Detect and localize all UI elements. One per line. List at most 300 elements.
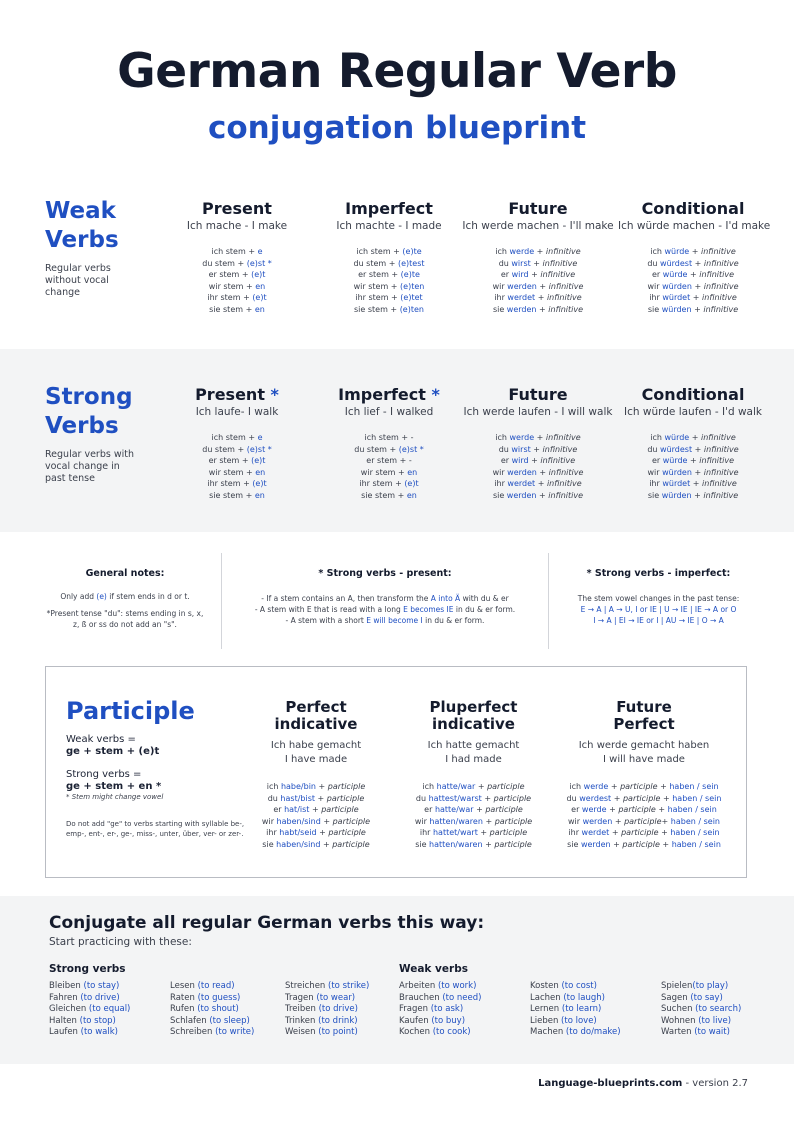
- verb-list-item: [661, 1027, 741, 1039]
- row-suffix: + infinitive: [692, 258, 739, 268]
- row-aux: haben/sind: [276, 839, 321, 849]
- verb-list-item: [399, 993, 481, 1005]
- verb-list-item: [530, 1027, 621, 1039]
- participle-heading-line2: indicative: [274, 715, 358, 733]
- verb-german: Treiben: [285, 1004, 319, 1015]
- row-prefix: du: [566, 793, 580, 803]
- verb-translation: (to learn): [561, 1004, 602, 1015]
- conjugation-row: [618, 281, 768, 293]
- general-notes-title: General notes:: [85, 568, 165, 579]
- verb-list-item: [661, 981, 741, 993]
- participle-row: [246, 781, 386, 793]
- conjugation-row: [618, 444, 768, 456]
- verb-list-item: [49, 981, 130, 993]
- verb-list-item: [285, 993, 369, 1005]
- conjugation-row: [618, 455, 768, 467]
- strong-col: [462, 385, 614, 501]
- row-ending: (e)st *: [398, 444, 424, 454]
- verb-translation: (to stop): [79, 1015, 116, 1026]
- row-prefix: er stem +: [208, 270, 252, 279]
- row-participle: + participle +: [611, 793, 673, 803]
- row-suffix: + infinitive: [534, 433, 581, 442]
- verb-german: Machen: [530, 1027, 566, 1038]
- verb-translation: (to point): [318, 1027, 358, 1038]
- tense-heading: [318, 385, 460, 404]
- participle-heading-line1: Future: [616, 698, 672, 716]
- row-prefix: sie: [647, 490, 662, 500]
- row-prefix: ich stem +: [211, 433, 258, 442]
- verb-german: Lachen: [530, 992, 564, 1003]
- strong-verbs-description: Regular verbs with vocal change in past tense: [45, 449, 134, 484]
- row-prefix: wir: [414, 816, 430, 826]
- verb-german: Lernen: [530, 1004, 562, 1015]
- conjugation-row: [178, 478, 296, 490]
- row-prefix: du: [647, 444, 661, 454]
- row-prefix: ich: [495, 433, 510, 442]
- weak-verbs-title: Weak Verbs: [45, 198, 119, 253]
- row-prefix: du stem +: [202, 258, 247, 268]
- row-suffix: + infinitive: [536, 304, 584, 314]
- row-aux-2: haben / sein: [667, 805, 717, 814]
- tense-name: Imperfect: [338, 385, 426, 404]
- participle-example-en: I had made: [445, 754, 502, 765]
- row-aux: werdest: [579, 793, 612, 803]
- verb-translation: (to laugh): [563, 992, 605, 1003]
- row-suffix: + infinitive: [535, 293, 582, 302]
- row-prefix: wir stem +: [353, 281, 401, 291]
- conjugation-rows: [318, 432, 460, 501]
- verb-translation: (to drive): [318, 1004, 358, 1015]
- row-aux: hatte/war: [434, 805, 474, 814]
- row-prefix: ich: [650, 247, 665, 256]
- weak-verbs-heading: Weak verbs: [399, 963, 468, 975]
- participle-row: [554, 816, 734, 828]
- row-aux: habe/bin: [280, 782, 316, 791]
- row-aux-2: haben / sein: [671, 839, 721, 849]
- tense-heading: [178, 385, 296, 404]
- row-ending: würde: [662, 270, 688, 279]
- verb-german: Laufen: [49, 1027, 81, 1038]
- row-prefix: sie stem +: [354, 304, 400, 314]
- verb-german: Spielen: [661, 981, 693, 991]
- participle-heading-line2: indicative: [432, 715, 515, 733]
- verb-translation: (to do/make): [565, 1027, 621, 1038]
- row-aux: hat/ist: [284, 805, 310, 814]
- row-ending: (e)st *: [246, 444, 272, 454]
- row-prefix: sie: [492, 304, 507, 314]
- conjugation-row: [318, 490, 460, 502]
- conjugation-row: [462, 490, 614, 502]
- row-prefix: du stem +: [353, 258, 398, 268]
- participle-example-de: Ich werde gemacht haben: [578, 740, 710, 751]
- verb-translation: (to guess): [197, 992, 241, 1003]
- weak-verbs-description: Regular verbs without vocal change: [45, 263, 111, 298]
- row-prefix: wir stem +: [360, 467, 408, 477]
- conjugation-rows: [618, 432, 768, 501]
- conjugation-row: [178, 269, 296, 281]
- verb-translation: (to buy): [431, 1015, 466, 1026]
- row-prefix: sie stem +: [209, 304, 255, 314]
- conjugation-row: [178, 444, 296, 456]
- verb-list-item: [170, 981, 254, 993]
- verb-translation: (to search): [695, 1004, 742, 1015]
- conjugation-row: [462, 444, 614, 456]
- row-suffix: + infinitive: [687, 456, 735, 465]
- verb-translation: (to wear): [316, 992, 356, 1003]
- row-suffix: + infinitive: [690, 479, 737, 488]
- strong-participle-formula: ge + stem + en *: [66, 781, 162, 792]
- strong-verbs-heading: Strong verbs: [49, 963, 126, 975]
- conjugation-row: [318, 292, 460, 304]
- conjugation-row: [618, 432, 768, 444]
- participle-example: [396, 739, 551, 767]
- row-ending: en: [255, 281, 266, 291]
- conjugation-rows: [178, 246, 296, 315]
- participle-col: [554, 699, 734, 850]
- verb-translation: (to stay): [83, 981, 120, 991]
- conjugation-row: [318, 478, 460, 490]
- tense-name: Present: [202, 199, 272, 218]
- participle-box: [45, 666, 747, 878]
- tense-name: Future: [508, 385, 568, 404]
- conjugation-row: [318, 258, 460, 270]
- row-prefix: ihr: [568, 828, 582, 837]
- row-prefix: du stem +: [354, 444, 399, 454]
- row-prefix: ihr stem +: [359, 479, 405, 488]
- verb-list-item: [661, 1016, 741, 1028]
- row-prefix: wir: [647, 467, 663, 477]
- tense-example: Ich machte - I made: [336, 220, 442, 232]
- conjugate-title: Conjugate all regular German verbs this way:: [49, 913, 485, 933]
- row-prefix: sie stem +: [361, 490, 407, 500]
- footer: [538, 1078, 748, 1089]
- conjugation-row: [462, 281, 614, 293]
- conjugation-row: [462, 304, 614, 316]
- participle-row: [246, 804, 386, 816]
- row-prefix: du: [498, 258, 512, 268]
- conjugation-row: [462, 432, 614, 444]
- verb-german: Trinken: [285, 1015, 319, 1026]
- row-ending: en: [254, 490, 265, 500]
- row-ending: wird: [511, 270, 529, 279]
- row-aux: haben/sind: [276, 816, 321, 826]
- conjugation-row: [618, 246, 768, 258]
- participle-row: [246, 827, 386, 839]
- participle-row: [554, 781, 734, 793]
- conjugation-row: [462, 478, 614, 490]
- row-aux: hatten/waren: [429, 816, 483, 826]
- verb-german: Arbeiten: [399, 981, 438, 991]
- verb-list-item: [530, 1004, 621, 1016]
- row-ending: (e)te: [400, 270, 420, 279]
- conjugation-row: [618, 292, 768, 304]
- conjugation-row: [318, 432, 460, 444]
- tense-example: Ich mache - I make: [186, 220, 288, 232]
- verb-german: Kaufen: [399, 1015, 432, 1026]
- row-ending: en: [254, 304, 265, 314]
- verb-list-item: [661, 993, 741, 1005]
- verb-german: Lieben: [530, 1015, 562, 1026]
- verb-list: [530, 981, 621, 1039]
- tense-heading: [318, 199, 460, 218]
- conjugation-row: [462, 455, 614, 467]
- conjugation-rows: [618, 246, 768, 315]
- weak-col: [618, 199, 771, 315]
- tense-heading: [178, 199, 296, 218]
- weak-participle-label: Weak verbs =: [66, 734, 136, 745]
- row-aux: hatte/war: [436, 782, 476, 791]
- row-prefix: ich: [266, 782, 281, 791]
- row-ending: en: [407, 467, 418, 477]
- conjugation-row: [318, 444, 460, 456]
- row-aux-2: haben / sein: [670, 828, 720, 837]
- row-ending: würden: [661, 490, 692, 500]
- row-ending: werden: [506, 490, 537, 500]
- page-title: German Regular Verb: [117, 44, 677, 99]
- row-aux-2: haben / sein: [669, 782, 719, 791]
- row-aux: hast/bist: [280, 793, 315, 803]
- weak-participle-formula: ge + stem + (e)t: [66, 746, 160, 757]
- verb-translation: (to need): [442, 992, 482, 1003]
- row-ending: (e)tet: [400, 293, 423, 302]
- strong-present-notes-title: * Strong verbs - present:: [318, 568, 452, 579]
- row-ending: (e)t: [251, 456, 266, 465]
- row-ending: (e)test: [397, 258, 425, 268]
- weak-col: [318, 199, 460, 315]
- tense-heading: [462, 385, 614, 404]
- strong-col: [618, 385, 768, 501]
- row-ending: würde: [664, 433, 690, 442]
- verb-list-item: [661, 1004, 741, 1016]
- row-ending: würdet: [662, 293, 691, 302]
- conjugation-rows: [318, 246, 460, 315]
- tense-example: Ich würde laufen - I'd walk: [624, 406, 762, 418]
- conjugation-row: [318, 304, 460, 316]
- general-note-e: Only add (e) if stem ends in d or t.: [60, 592, 190, 601]
- tense-heading: [618, 199, 768, 218]
- participle-row: [396, 827, 551, 839]
- row-aux: hatten/waren: [429, 839, 483, 849]
- row-ending: en: [406, 490, 417, 500]
- row-ending: wirst: [511, 258, 531, 268]
- conjugation-row: [178, 467, 296, 479]
- row-prefix: sie: [415, 839, 430, 849]
- verb-list-item: [170, 1004, 254, 1016]
- verb-list: [661, 981, 741, 1039]
- strong-participle-note: * Stem might change vowel: [66, 793, 164, 801]
- participle-example-en: I have made: [284, 754, 348, 765]
- verb-translation: (to shout): [197, 1004, 239, 1015]
- row-suffix: + infinitive: [536, 490, 584, 500]
- row-prefix: ihr: [419, 828, 433, 837]
- conjugation-row: [178, 432, 296, 444]
- strong-imperfect-notes-text: The stem vowel changes in the past tense: E → A | A → U, I or IE | U → IE | IE → A or O I → A | EI → IE or I | AU → IE | O → A: [577, 594, 740, 625]
- row-participle: + participle +: [606, 805, 668, 814]
- verb-translation: (to cook): [432, 1027, 471, 1038]
- footer-version: - version 2.7: [682, 1078, 748, 1089]
- row-suffix: + infinitive: [528, 270, 576, 279]
- conjugation-row: [618, 478, 768, 490]
- verb-german: Fahren: [49, 992, 81, 1003]
- strong-col: [178, 385, 296, 501]
- verb-translation: (to ask): [430, 1004, 464, 1015]
- verb-list-item: [49, 1027, 130, 1039]
- tense-name: Future: [508, 199, 568, 218]
- conjugation-row: [318, 269, 460, 281]
- participle-example-de: Ich hatte gemacht: [427, 740, 520, 751]
- participle-heading-line1: Pluperfect: [429, 698, 518, 716]
- row-prefix: ihr stem +: [207, 293, 253, 302]
- participle-example-en: I will have made: [603, 754, 685, 765]
- row-participle: + participle: [477, 828, 528, 837]
- row-prefix: ich stem +: [211, 247, 258, 256]
- conjugation-row: [178, 246, 296, 258]
- verb-list: [285, 981, 369, 1039]
- conjugation-row: [178, 455, 296, 467]
- conjugation-row: [178, 292, 296, 304]
- strong-present-notes-text: - If a stem contains an A, then transform the A into Ä with du & er - A stem with E that is read with a long E becomes IE in du & er form. - A stem with a short E will become I in du & er form.: [254, 594, 516, 625]
- verb-list-item: [285, 1016, 369, 1028]
- verb-list-item: [399, 1027, 481, 1039]
- conjugation-row: [318, 455, 460, 467]
- row-prefix: ihr: [494, 293, 508, 302]
- ge-note: Do not add "ge" to verbs starting with syllable be-, emp-, ent-, er-, ge-, miss-, unter, über, ver- or zer-.: [66, 820, 245, 838]
- strong-col: [318, 385, 460, 501]
- row-prefix: wir: [647, 281, 663, 291]
- conjugate-subtitle: Start practicing with these:: [49, 936, 192, 948]
- row-aux: habt/seid: [279, 828, 317, 837]
- row-ending: werden: [507, 467, 537, 477]
- verb-list-item: [399, 1004, 481, 1016]
- verb-german: Tragen: [285, 992, 317, 1003]
- row-prefix: du: [267, 793, 281, 803]
- row-ending: (e)t: [252, 479, 267, 488]
- row-aux-2: haben / sein: [670, 816, 721, 826]
- conjugation-rows: [178, 432, 296, 501]
- row-participle: + participle: [475, 782, 525, 791]
- row-ending: werdet: [507, 479, 536, 488]
- row-prefix: ihr: [649, 293, 663, 302]
- row-prefix: sie: [262, 839, 277, 849]
- verb-german: Sagen: [661, 992, 691, 1003]
- verb-translation: (to love): [561, 1015, 597, 1026]
- row-participle: + participle: [316, 782, 366, 791]
- row-participle: + participle: [481, 793, 532, 803]
- verb-german: Raten: [170, 992, 198, 1003]
- row-ending: wirst: [511, 444, 531, 454]
- row-prefix: wir stem +: [208, 281, 256, 291]
- verb-translation: (to write): [215, 1027, 255, 1038]
- verb-translation: (to play): [692, 981, 729, 991]
- participle-col: [246, 699, 386, 850]
- page-subtitle: conjugation blueprint: [207, 110, 587, 146]
- row-prefix: wir: [492, 281, 508, 291]
- verb-german: Gleichen: [49, 1004, 89, 1015]
- general-note-du: *Present tense "du": stems ending in s, x, z, ß or ss do not add an "s".: [46, 609, 204, 629]
- row-ending: (e)t: [252, 293, 267, 302]
- participle-row: [396, 793, 551, 805]
- tense-example: Ich lief - I walked: [344, 406, 434, 418]
- conjugation-row: [318, 246, 460, 258]
- verb-translation: (to equal): [88, 1004, 131, 1015]
- row-suffix: + infinitive: [689, 433, 736, 442]
- row-prefix: ich: [569, 782, 584, 791]
- row-prefix: ich: [650, 433, 665, 442]
- row-ending: werdet: [507, 293, 536, 302]
- row-prefix: er stem + -: [366, 456, 412, 465]
- participle-example: [554, 739, 734, 767]
- row-participle: + participle: [309, 805, 359, 814]
- participle-row: [554, 839, 734, 851]
- participle-title: Participle: [66, 697, 195, 725]
- row-prefix: er: [571, 805, 582, 814]
- verb-translation: (to strike): [328, 981, 370, 991]
- row-prefix: wir: [261, 816, 277, 826]
- row-ending: würden: [662, 467, 692, 477]
- verb-translation: (to wait): [694, 1027, 730, 1038]
- conjugation-row: [618, 304, 768, 316]
- verb-german: Suchen: [661, 1004, 696, 1015]
- row-aux: werdet: [581, 828, 610, 837]
- row-prefix: er: [500, 456, 512, 465]
- tense-star: *: [264, 385, 279, 404]
- verb-german: Kochen: [399, 1027, 433, 1038]
- row-prefix: wir stem +: [208, 467, 256, 477]
- row-ending: e: [257, 433, 263, 442]
- row-prefix: ihr: [649, 479, 663, 488]
- verb-list: [49, 981, 130, 1039]
- row-participle: + participle: [316, 828, 366, 837]
- tense-heading: [462, 199, 614, 218]
- row-suffix: + infinitive: [687, 270, 735, 279]
- conjugation-row: [178, 281, 296, 293]
- strong-imperfect-notes-title: * Strong verbs - imperfect:: [586, 568, 731, 579]
- verb-list-item: [49, 1004, 130, 1016]
- tense-name: Present: [195, 385, 265, 404]
- verb-german: Rufen: [170, 1004, 198, 1015]
- row-prefix: wir: [567, 816, 583, 826]
- row-ending: (e)ten: [400, 281, 425, 291]
- conjugation-rows: [462, 246, 614, 315]
- conjugation-row: [618, 467, 768, 479]
- verb-list-item: [170, 1016, 254, 1028]
- row-prefix: ihr stem +: [207, 479, 253, 488]
- row-suffix: + infinitive: [691, 281, 739, 291]
- row-participle: + participle +: [608, 782, 670, 791]
- conjugation-row: [618, 269, 768, 281]
- strong-present-notes: [230, 568, 540, 626]
- verb-list-item: [399, 1016, 481, 1028]
- verb-list: [399, 981, 481, 1039]
- verb-german: Warten: [661, 1027, 695, 1038]
- row-prefix: ihr: [266, 828, 280, 837]
- conjugation-row: [318, 281, 460, 293]
- row-prefix: er: [500, 270, 512, 279]
- verb-list: [170, 981, 254, 1039]
- verb-german: Fragen: [399, 1004, 431, 1015]
- notes-divider-1: [221, 553, 222, 649]
- verb-translation: (to live): [698, 1015, 732, 1026]
- strong-participle-label: Strong verbs =: [66, 769, 142, 780]
- row-ending: werden: [507, 281, 537, 291]
- verb-list-item: [399, 981, 481, 993]
- row-aux: werde: [583, 782, 609, 791]
- tense-name: Conditional: [641, 199, 745, 218]
- row-suffix: + infinitive: [691, 490, 739, 500]
- conjugation-row: [178, 258, 296, 270]
- row-aux: werde: [581, 805, 607, 814]
- participle-row: [396, 839, 551, 851]
